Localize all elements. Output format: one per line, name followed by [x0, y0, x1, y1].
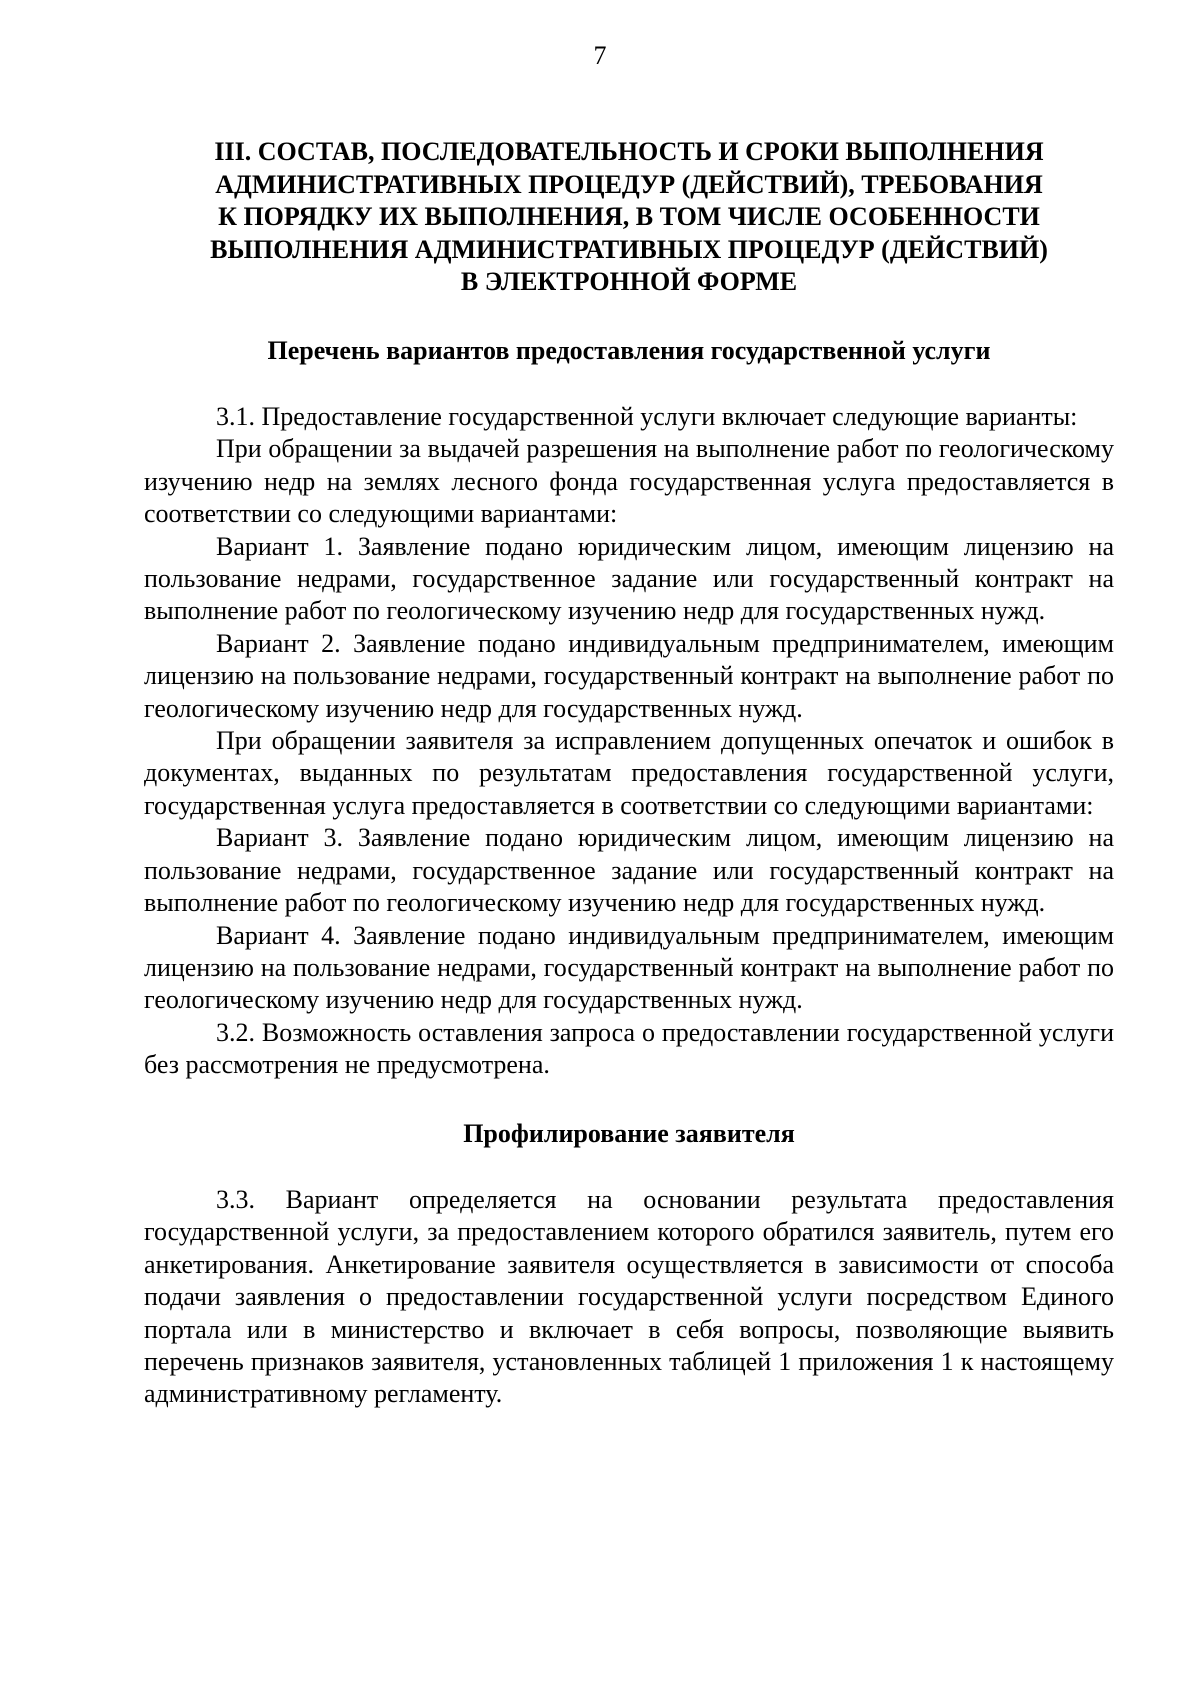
paragraph: Вариант 2. Заявление подано индивидуальным предпринимателем, имеющим лицензию на пользование недрами, государственный контракт на выполнение работ по геологическому изучению недр для государственных нужд. [144, 628, 1114, 723]
paragraph: 3.3. Вариант определяется на основании результата предоставления государственной услуги, за предоставлением которого обратился заявитель, путем его анкетирования. Анкетирование заявителя осуществляется в зависимости от способа подачи заявления о предоставлении государственной услуги посредством Единого портала или в министерство и включает в себя вопросы, позволяющие выявить перечень признаков заявителя, установленных таблицей 1 приложения 1 к настоящему административному регламенту. [144, 1185, 1114, 1409]
paragraph: При обращении за выдачей разрешения на выполнение работ по геологическому изучению недр на землях лесного фонда государственная услуга предоставляется в соответствии со следующими вариантами: [144, 434, 1114, 529]
paragraph: 3.2. Возможность оставления запроса о предоставлении государственной услуги без рассмотрения не предусмотрена. [144, 1017, 1114, 1080]
paragraph: Вариант 4. Заявление подано индивидуальным предпринимателем, имеющим лицензию на пользование недрами, государственный контракт на выполнение работ по геологическому изучению недр для государственных нужд. [144, 920, 1114, 1015]
subsection-heading-profiling: Профилирование заявителя [463, 1118, 795, 1148]
section-title-line: К ПОРЯДКУ ИХ ВЫПОЛНЕНИЯ, В ТОМ ЧИСЛЕ ОСОБЕННОСТИ [218, 202, 1040, 231]
section-title [144, 136, 1114, 299]
paragraph: При обращении заявителя за исправлением допущенных опечаток и ошибок в документах, выданных по результатам предоставления государственной услуги, государственная услуга предоставляется в соответствии со следующими вариантами: [144, 726, 1114, 820]
paragraph: Вариант 1. Заявление подано юридическим лицом, имеющим лицензию на пользование недрами, государственное задание или государственный контракт на выполнение работ по геологическому изучению недр для государственных нужд. [144, 531, 1114, 626]
section-title-line: В ЭЛЕКТРОННОЙ ФОРМЕ [460, 267, 798, 296]
subsection-body-variants [144, 401, 1114, 1082]
paragraph: Вариант 3. Заявление подано юридическим лицом, имеющим лицензию на пользование недрами, государственное задание или государственный контракт на выполнение работ по геологическому изучению недр для государственных нужд. [144, 823, 1114, 918]
page-number: 7 [593, 41, 607, 70]
subsection-body-profiling [144, 1184, 1114, 1411]
paragraph: 3.1. Предоставление государственной услуги включает следующие варианты: [216, 402, 1078, 431]
section-title-line: III. СОСТАВ, ПОСЛЕДОВАТЕЛЬНОСТЬ И СРОКИ ВЫПОЛНЕНИЯ [214, 137, 1044, 166]
section-title-line: ВЫПОЛНЕНИЯ АДМИНИСТРАТИВНЫХ ПРОЦЕДУР (ДЕЙСТВИЙ) [210, 234, 1048, 264]
page-content [144, 136, 1114, 1411]
section-title-line: АДМИНИСТРАТИВНЫХ ПРОЦЕДУР (ДЕЙСТВИЙ), ТРЕБОВАНИЯ [215, 169, 1043, 199]
subsection-heading-variants: Перечень вариантов предоставления государственной услуги [267, 335, 991, 365]
